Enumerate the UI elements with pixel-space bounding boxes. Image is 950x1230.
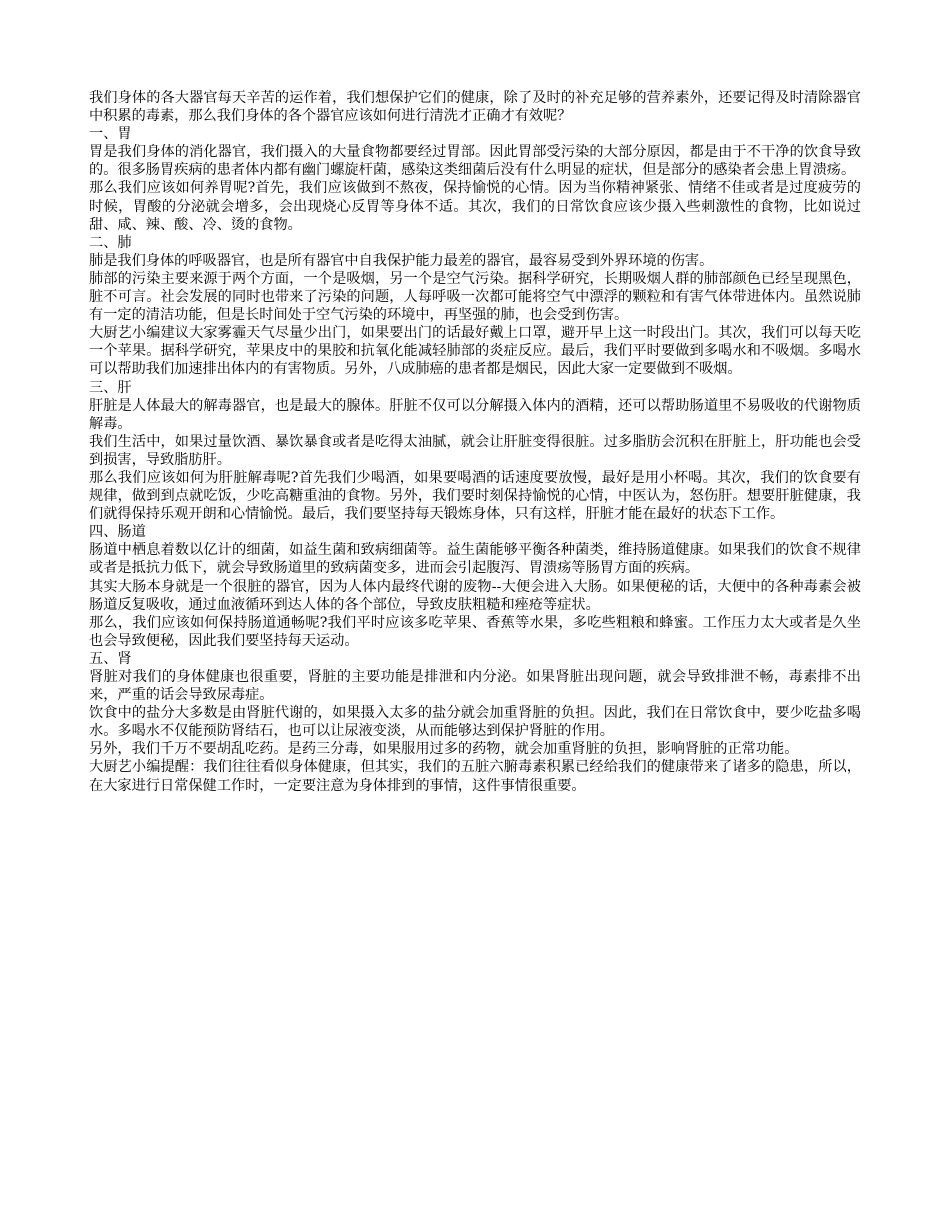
paragraph: 另外，我们千万不要胡乱吃药。是药三分毒，如果服用过多的药物，就会加重肾脏的负担，影响肾脏的正常功能。 xyxy=(89,741,799,758)
paragraph: 其实大肠本身就是一个很脏的器官，因为人体内最终代谢的废物--大便会进入大肠。如果便秘的话，大便中的各种毒素会被肠道反复吸收，通过血液循环到达人体的各个部位，导致皮肤粗糙和痤疮等症状。 xyxy=(89,578,861,613)
paragraph: 我们生活中，如果过量饮酒、暴饮暴食或者是吃得太油腻，就会让肝脏变得很脏。过多脂肪会沉积在肝脏上，肝功能也会受到损害，导致脂肪肝。 xyxy=(89,433,861,468)
paragraph: 那么我们应该如何养胃呢?首先，我们应该做到不熬夜，保持愉悦的心情。因为当你精神紧张、情绪不佳或者是过度疲劳的时候，胃酸的分泌就会增多，会出现烧心反胃等身体不适。其次，我们的日常饮食应该少摄入些刺激性的食物，比如说过甜、咸、辣、酸、冷、烫的食物。 xyxy=(89,180,861,233)
article xyxy=(89,89,861,795)
section-heading-liver: 三、肝 xyxy=(89,379,132,396)
section-heading-kidney: 五、肾 xyxy=(89,650,132,667)
paragraph: 肝脏是人体最大的解毒器官，也是最大的腺体。肝脏不仅可以分解摄入体内的酒精，还可以帮助肠道里不易吸收的代谢物质解毒。 xyxy=(89,397,861,432)
paragraph: 肺是我们身体的呼吸器官，也是所有器官中自我保护能力最差的器官，最容易受到外界环境的伤害。 xyxy=(89,252,714,269)
paragraph: 肾脏对我们的身体健康也很重要，肾脏的主要功能是排泄和内分泌。如果肾脏出现问题，就会导致排泄不畅，毒素排不出来，严重的话会导致尿毒症。 xyxy=(89,669,861,704)
paragraph: 大厨艺小编提醒：我们往往看似身体健康，但其实，我们的五脏六腑毒素积累已经给我们的健康带来了诸多的隐患，所以，在大家进行日常保健工作时，一定要注意为身体排到的事情，这件事情很重要。 xyxy=(89,759,861,794)
paragraph: 胃是我们身体的消化器官，我们摄入的大量食物都要经过胃部。因此胃部受污染的大部分原因，都是由于不干净的饮食导致的。很多肠胃疾病的患者体内都有幽门螺旋杆菌，感染这类细菌后没有什么明显的症状，但是部分的感染者会患上胃溃疡。 xyxy=(89,144,861,179)
paragraph: 饮食中的盐分大多数是由肾脏代谢的，如果摄入太多的盐分就会加重肾脏的负担。因此，我们在日常饮食中，要少吃盐多喝水。多喝水不仅能预防肾结石，也可以让尿液变淡，从而能够达到保护肾脏的作用。 xyxy=(89,705,861,740)
paragraph: 那么，我们应该如何保持肠道通畅呢?我们平时应该多吃苹果、香蕉等水果，多吃些粗粮和蜂蜜。工作压力太大或者是久坐也会导致便秘，因此我们要坚持每天运动。 xyxy=(89,614,861,649)
paragraph: 肺部的污染主要来源于两个方面，一个是吸烟，另一个是空气污染。据科学研究，长期吸烟人群的肺部颜色已经呈现黑色，脏不可言。社会发展的同时也带来了污染的问题，人每呼吸一次都可能将空气中漂浮的颗粒和有害气体带进体内。虽然说肺有一定的清洁功能，但是长时间处于空气污染的环境中，再坚强的肺，也会受到伤害。 xyxy=(89,270,861,324)
paragraph: 大厨艺小编建议大家雾霾天气尽量少出门，如果要出门的话最好戴上口罩，避开早上这一时段出门。其次，我们可以每天吃一个苹果。据科学研究，苹果皮中的果胶和抗氧化能减轻肺部的炎症反应。最后，我们平时要做到多喝水和不吸烟。多喝水可以帮助我们加速排出体内的有害物质。另外，八成肺癌的患者都是烟民，因此大家一定要做到不吸烟。 xyxy=(89,325,861,378)
intro-paragraph: 我们身体的各大器官每天辛苦的运作着，我们想保护它们的健康，除了及时的补充足够的营养素外，还要记得及时清除器官中积累的毒素，那么我们身体的各个器官应该如何进行清洗才正确才有效呢？ xyxy=(89,90,861,125)
section-heading-lung: 二、肺 xyxy=(89,234,132,251)
section-heading-stomach: 一、胃 xyxy=(89,126,132,143)
paragraph: 那么我们应该如何为肝脏解毒呢?首先我们少喝酒，如果要喝酒的话速度要放慢，最好是用小杯喝。其次，我们的饮食要有规律，做到到点就吃饭，少吃高糖重油的食物。另外，我们要时刻保持愉悦的心情，中医认为，怒伤肝。想要肝脏健康，我们就得保持乐观开朗和心情愉悦。最后，我们要坚持每天锻炼身体，只有这样，肝脏才能在最好的状态下工作。 xyxy=(89,469,861,523)
paragraph: 肠道中栖息着数以亿计的细菌，如益生菌和致病细菌等。益生菌能够平衡各种菌类，维持肠道健康。如果我们的饮食不规律或者是抵抗力低下，就会导致肠道里的致病菌变多，进而会引起腹泻、胃溃疡等肠胃方面的疾病。 xyxy=(89,542,861,577)
section-heading-intestine: 四、肠道 xyxy=(89,524,146,541)
